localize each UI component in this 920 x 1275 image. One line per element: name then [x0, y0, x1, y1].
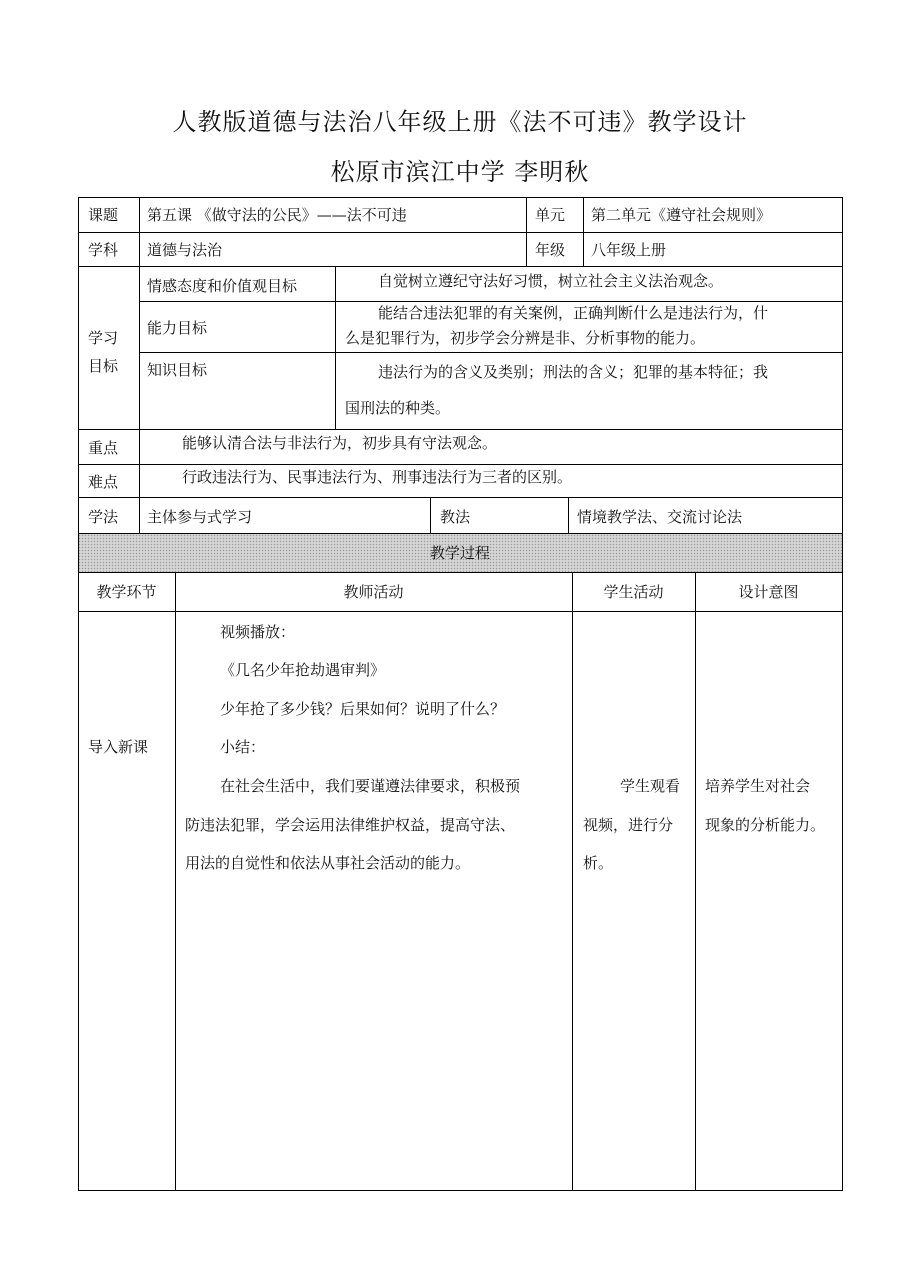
table-rule [78, 429, 843, 430]
table-rule [78, 197, 79, 1191]
table-rule [568, 497, 569, 533]
table-rule [695, 572, 696, 1191]
grade-label: 年级 [535, 241, 566, 259]
table-rule [78, 572, 843, 573]
table-rule [78, 611, 843, 612]
column-header: 设计意图 [738, 583, 799, 601]
teacher-activity-line: 防违法犯罪，学会运用法律维护权益，提高守法、 [185, 816, 516, 834]
table-rule [175, 572, 176, 1191]
table-rule [842, 197, 843, 1191]
objective-name: 情感态度和价值观目标 [147, 277, 298, 295]
table-rule [78, 266, 843, 267]
table-rule [526, 197, 527, 266]
document-title: 人教版道德与法治八年级上册《法不可违》教学设计 [172, 108, 748, 136]
objective-text: 么是犯罪行为，初步学会分辨是非、分析事物的能力。 [345, 329, 706, 347]
design-intent-line: 培养学生对社会 [705, 777, 811, 795]
teacher-activity-line: 在社会生活中，我们要谨遵法律要求，积极预 [220, 777, 521, 795]
design-intent-line: 现象的分析能力。 [705, 816, 826, 834]
table-rule [78, 197, 843, 198]
key-point-label: 重点 [88, 439, 119, 457]
learning-method-value: 主体参与式学习 [147, 508, 253, 526]
teaching-method-value: 情境教学法、交流讨论法 [577, 508, 743, 526]
teacher-activity-line: 小结： [220, 738, 266, 756]
teacher-activity-line: 视频播放： [220, 623, 296, 641]
objectives-label: 目标 [88, 357, 119, 375]
student-activity-line: 学生观看 [620, 777, 681, 795]
grade-value: 八年级上册 [591, 241, 667, 259]
teacher-activity-line: 《几名少年抢劫遇审判》 [220, 661, 386, 679]
key-point-text: 能够认清合法与非法行为，初步具有守法观念。 [182, 434, 498, 452]
lesson-value: 第五课 《做守法的公民》——法不可违 [147, 206, 407, 224]
table-rule [78, 464, 843, 465]
author-line: 松原市滨江中学 李明秋 [330, 158, 590, 186]
column-header: 教师活动 [343, 583, 404, 601]
objective-text: 违法行为的含义及类别；刑法的含义；犯罪的基本特征；我 [378, 363, 769, 381]
table-rule [139, 352, 843, 353]
lesson-label: 课题 [88, 206, 119, 224]
student-activity-line: 析。 [583, 854, 614, 872]
table-rule [572, 572, 573, 1191]
table-rule [139, 197, 140, 533]
table-rule [335, 266, 336, 429]
table-rule [139, 301, 843, 302]
subject-value: 道德与法治 [147, 241, 223, 259]
teacher-activity-line: 用法的自觉性和依法从事社会活动的能力。 [185, 854, 471, 872]
table-rule [430, 497, 431, 533]
stage-label: 导入新课 [88, 738, 149, 756]
teacher-activity-line: 少年抢了多少钱？后果如何？说明了什么？ [220, 700, 506, 718]
teaching-method-label: 教法 [440, 508, 471, 526]
unit-label: 单元 [535, 206, 566, 224]
student-activity-line: 视频，进行分 [583, 816, 674, 834]
column-header: 教学环节 [96, 583, 157, 601]
unit-value: 第二单元《遵守社会规则》 [591, 206, 772, 224]
objectives-label: 学习 [88, 329, 119, 347]
subject-label: 学科 [88, 241, 119, 259]
table-rule [78, 1190, 843, 1191]
table-rule [583, 197, 584, 266]
difficulty-label: 难点 [88, 473, 119, 491]
process-title: 教学过程 [429, 544, 490, 562]
column-header: 学生活动 [603, 583, 664, 601]
table-rule [78, 533, 843, 534]
objective-text: 国刑法的种类。 [345, 399, 451, 417]
table-rule [78, 232, 843, 233]
objective-text: 能结合违法犯罪的有关案例，正确判断什么是违法行为，什 [378, 304, 769, 322]
learning-method-label: 学法 [88, 508, 119, 526]
objective-name: 能力目标 [147, 319, 208, 337]
objective-text: 自觉树立遵纪守法好习惯，树立社会主义法治观念。 [378, 272, 724, 290]
difficulty-text: 行政违法行为、民事违法行为、刑事违法行为三者的区别。 [182, 468, 573, 486]
objective-name: 知识目标 [147, 361, 208, 379]
table-rule [78, 497, 843, 498]
